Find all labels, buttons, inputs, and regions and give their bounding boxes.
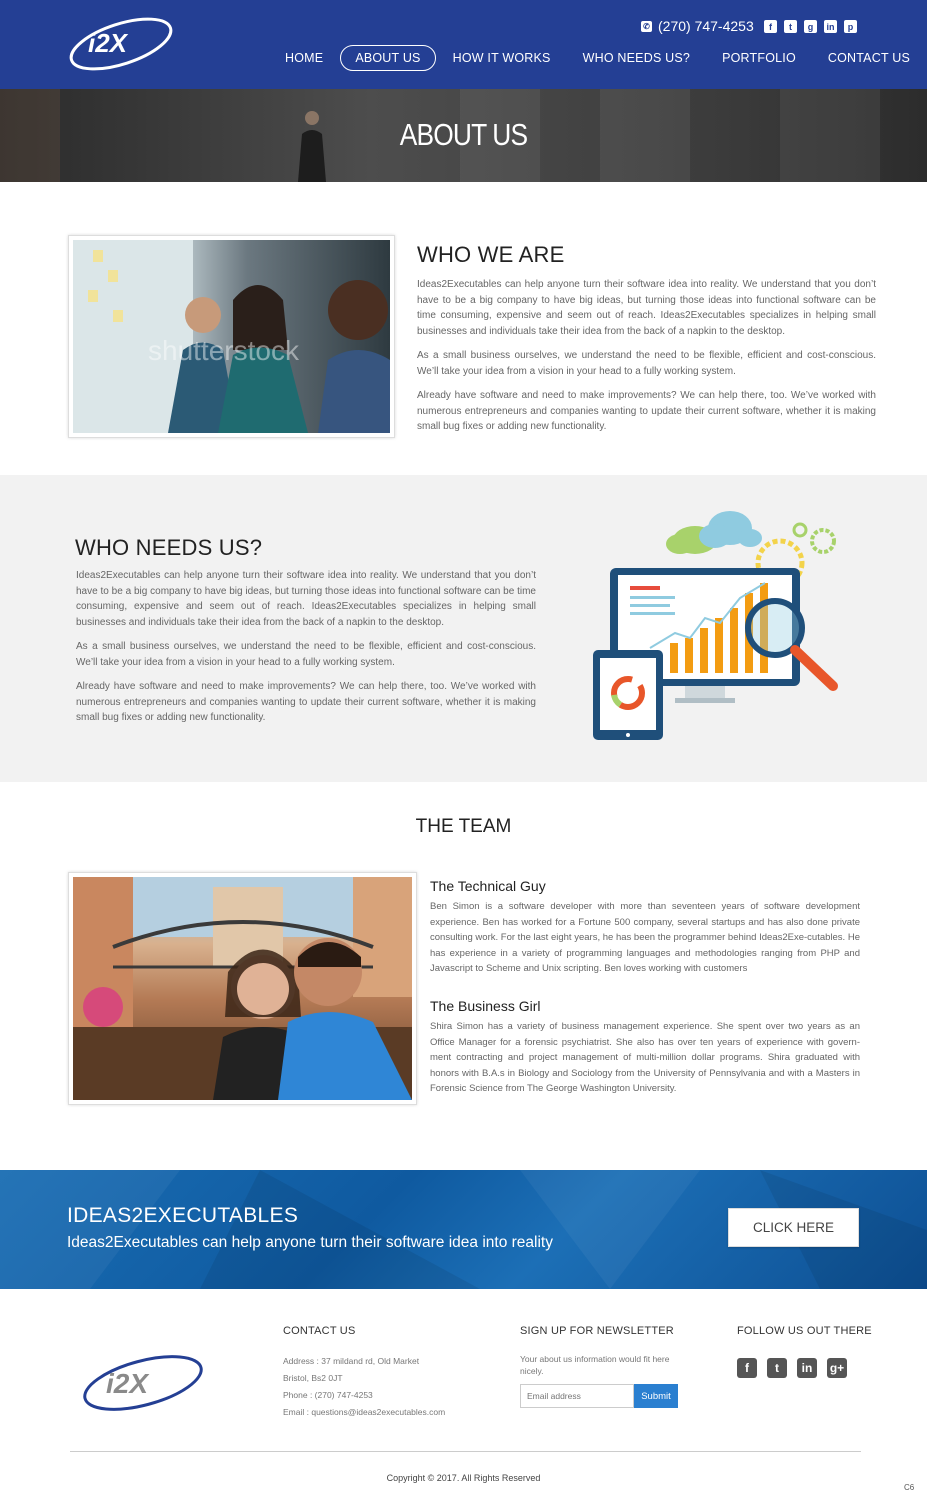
twitter-icon[interactable]: t	[784, 20, 797, 33]
member-name: The Technical Guy	[430, 878, 546, 894]
paragraph: As a small business ourselves, we understand the need to be flexible, efficient and cost-conscious. We’ll take your idea from a vision in your head to a fully working system.	[417, 350, 876, 377]
analytics-illustration	[590, 508, 845, 743]
facebook-icon[interactable]: f	[737, 1358, 757, 1378]
phone-number: (270) 747-4253	[658, 18, 754, 34]
corner-label: C6	[904, 1483, 915, 1492]
team-photo	[68, 872, 417, 1105]
footer-contact-heading: CONTACT US	[283, 1325, 356, 1337]
twitter-icon[interactable]: t	[767, 1358, 787, 1378]
facebook-icon[interactable]: f	[764, 20, 777, 33]
nav-how-it-works[interactable]: HOW IT WORKS	[452, 51, 551, 65]
linkedin-icon[interactable]: in	[797, 1358, 817, 1378]
paragraph: Already have software and need to make improvements? We can help there, too. We’ve worked with numerous entrepreneurs and companies wanting to update their current software, whether it is making small bug fixes or adding new functionality.	[76, 681, 536, 723]
googleplus-icon[interactable]: g	[804, 20, 817, 33]
team-working-photo	[68, 235, 395, 438]
image-watermark: shutterstock	[148, 335, 299, 366]
newsletter-submit-button[interactable]: Submit	[634, 1384, 678, 1408]
svg-text:i2X: i2X	[106, 1368, 149, 1399]
paragraph: As a small business ourselves, we understand the need to be flexible, efficient and cost-conscious. We’ll take your idea from a vision in your head to a fully working system.	[76, 641, 536, 668]
googleplus-icon[interactable]: g+	[827, 1358, 847, 1378]
footer-logo[interactable]	[78, 1345, 208, 1425]
footer-phone: Phone : (270) 747-4253	[283, 1390, 373, 1400]
who-we-are-text	[417, 277, 876, 444]
click-here-button[interactable]: CLICK HERE	[728, 1208, 859, 1247]
who-needs-us-text	[76, 568, 536, 735]
site-header	[0, 0, 927, 89]
team-title: THE TEAM	[415, 816, 512, 837]
nav-about-us[interactable]: ABOUT US	[340, 45, 435, 71]
footer-newsletter-heading: SIGN UP FOR NEWSLETTER	[520, 1325, 674, 1337]
paragraph: Ideas2Executables can help anyone turn their software idea into reality. We understand that you don’t have to be a big company to have big ideas, but turning those ideas into functional software can be time consuming, expensive and seem out of reach. Ideas2Executables specializes in helping small businesses and individuals take their idea from the back of a napkin to the desktop.	[417, 279, 876, 337]
linkedin-icon[interactable]: in	[824, 20, 837, 33]
footer-divider	[70, 1451, 861, 1452]
newsletter-text: Your about us information would fit here nicely.	[520, 1354, 670, 1376]
hero-banner	[0, 89, 927, 182]
logo[interactable]	[66, 10, 176, 79]
nav-contact-us[interactable]: CONTACT US	[827, 51, 910, 65]
footer-social	[737, 1358, 847, 1378]
phone[interactable]	[641, 18, 754, 34]
phone-icon: ✆	[641, 21, 652, 32]
nav-home[interactable]: HOME	[285, 51, 324, 65]
banner-title: IDEAS2EXECUTABLES	[67, 1204, 299, 1227]
banner-subtitle: Ideas2Executables can help anyone turn their software idea into reality	[67, 1234, 553, 1251]
page-title: ABOUT US	[399, 117, 528, 152]
copyright: Copyright © 2017. All Rights Reserved	[386, 1473, 541, 1483]
paragraph: Ideas2Executables can help anyone turn their software idea into reality. We understand that you don’t have to be a big company to have big ideas, but turning those ideas into functional software can be time consuming, expensive and seem out of reach. Ideas2Executables specializes in helping small businesses and individuals take their idea from the back of a napkin to the desktop.	[76, 570, 536, 628]
nav-portfolio[interactable]: PORTFOLIO	[722, 51, 796, 65]
footer-follow-heading: FOLLOW US OUT THERE	[737, 1325, 872, 1337]
member-name: The Business Girl	[430, 998, 541, 1014]
newsletter-email-input[interactable]	[520, 1384, 634, 1408]
nav-who-needs-us[interactable]: WHO NEEDS US?	[582, 51, 691, 65]
footer-city: Bristol, Bs2 0JT	[283, 1373, 343, 1383]
who-needs-us-title: WHO NEEDS US?	[75, 535, 263, 560]
pinterest-icon[interactable]: p	[844, 20, 857, 33]
svg-text:i2X: i2X	[88, 28, 128, 58]
paragraph: Already have software and need to make improvements? We can help there, too. We’ve worked with numerous entrepreneurs and companies wanting to update their current software, whether it is making small bug fixes or adding new functionality.	[417, 390, 876, 432]
who-we-are-title: WHO WE ARE	[417, 242, 565, 267]
member-bio: Shira Simon has a variety of business management experience. She spent over two years as an Office Manager for a forensic psychiatrist. She also has over ten years of experience with govern-ment contracting and project management of multi-million dollar programs. Shira graduated with honors with B.A.s in Biology and Sociology from the University of Pennsylvania and with a Masters in Forensic Science from The George Washington University.	[430, 1021, 860, 1094]
footer-address: Address : 37 mildand rd, Old Market	[283, 1356, 420, 1366]
main-nav	[270, 45, 927, 71]
member-bio: Ben Simon is a software developer with more than seventeen years of software development experience. Ben has worked for a Fortune 500 company, several startups and has also done private consulting work. For the last eight years, he has been the programmer behind Ideas2Exe-cutables. He has experience in a variety of programming languages and methodologies ranging from PHP and Javascript to Scheme and Unix scripting. Ben loves working with customers	[430, 901, 860, 974]
footer-email[interactable]: Email : questions@ideas2executables.com	[283, 1407, 446, 1417]
header-social	[764, 20, 857, 33]
